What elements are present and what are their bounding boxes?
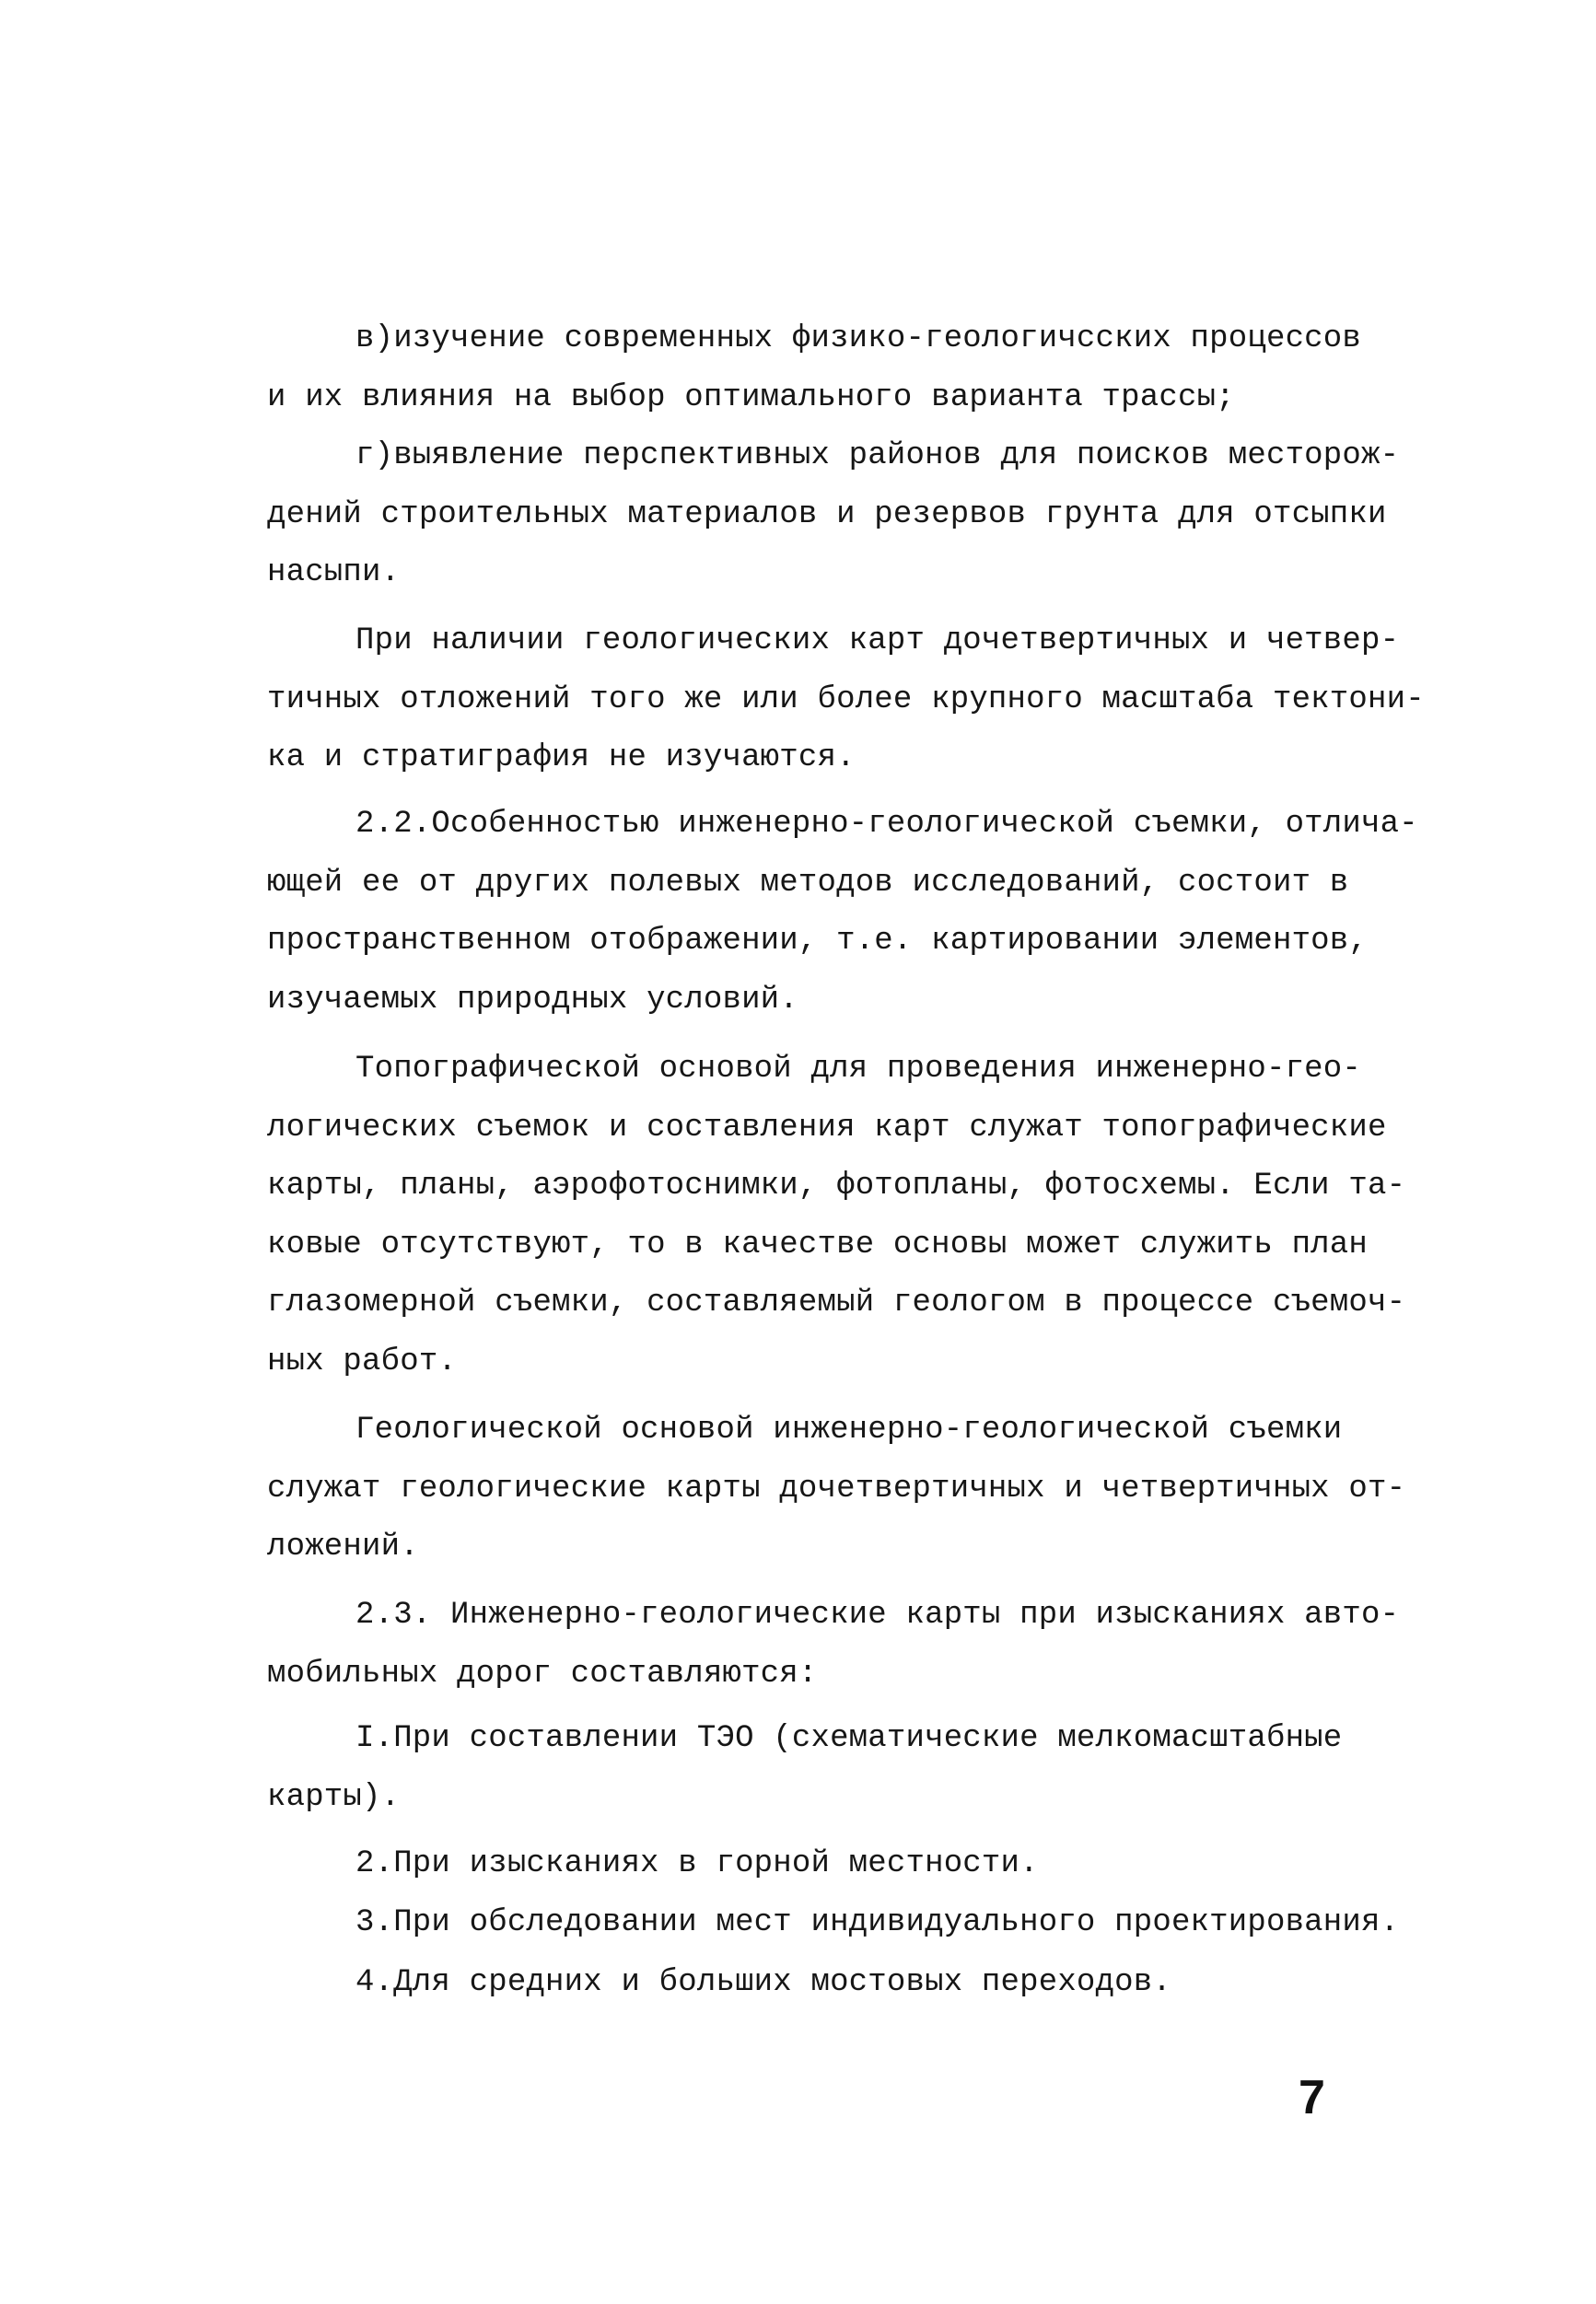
text-line: изучаемых природных условий.: [267, 983, 798, 1018]
text-line: глазомерной съемки, составляемый геологом в процессе съемоч-: [267, 1286, 1406, 1321]
text-line: При наличии геологических карт дочетвертичных и четвер-: [355, 623, 1400, 658]
text-line: ных работ.: [267, 1344, 458, 1379]
text-line: 2.3. Инженерно-геологические карты при изысканиях авто-: [355, 1598, 1400, 1633]
text-line: ковые отсутствуют, то в качестве основы может служить план: [267, 1228, 1368, 1263]
text-line: служат геологические карты дочетвертичных и четвертичных от-: [267, 1472, 1406, 1507]
text-line: карты, планы, аэрофотоснимки, фотопланы, фотосхемы. Если та-: [267, 1169, 1406, 1204]
text-line: 4.Для средних и больших мостовых переходов.: [355, 1965, 1171, 2000]
text-line: Топографической основой для проведения инженерно-гео-: [355, 1052, 1361, 1087]
text-line: 2.2.Особенностью инженерно-геологической съемки, отлича-: [355, 807, 1418, 842]
text-line: 3.При обследовании мест индивидуального проектирования.: [355, 1905, 1400, 1940]
page-number: 7: [1299, 2071, 1325, 2124]
text-line: г)выявление перспективных районов для поисков месторож-: [355, 438, 1400, 473]
text-line: ка и стратиграфия не изучаются.: [267, 740, 856, 775]
text-line: в)изучение современных физико-геологичсских процессов: [355, 321, 1361, 356]
text-line: мобильных дорог составляются:: [267, 1657, 818, 1692]
text-line: I.При составлении ТЭО (схематические мелкомасштабные: [355, 1721, 1343, 1756]
text-line: карты).: [267, 1780, 401, 1815]
text-line: и их влияния на выбор оптимального варианта трассы;: [267, 380, 1235, 415]
text-line: тичных отложений того же или более крупного масштаба тектони-: [267, 682, 1425, 717]
text-line: дений строительных материалов и резервов грунта для отсыпки: [267, 497, 1387, 532]
text-line: ложений.: [267, 1530, 419, 1565]
text-line: Геологической основой инженерно-геологической съемки: [355, 1413, 1343, 1448]
text-line: логических съемок и составления карт служат топографические: [267, 1111, 1387, 1146]
text-line: насыпи.: [267, 555, 401, 590]
text-line: ющей ее от других полевых методов исследований, состоит в: [267, 866, 1349, 901]
text-line: пространственном отображении, т.е. картировании элементов,: [267, 924, 1368, 959]
text-line: 2.При изысканиях в горной местности.: [355, 1846, 1039, 1881]
